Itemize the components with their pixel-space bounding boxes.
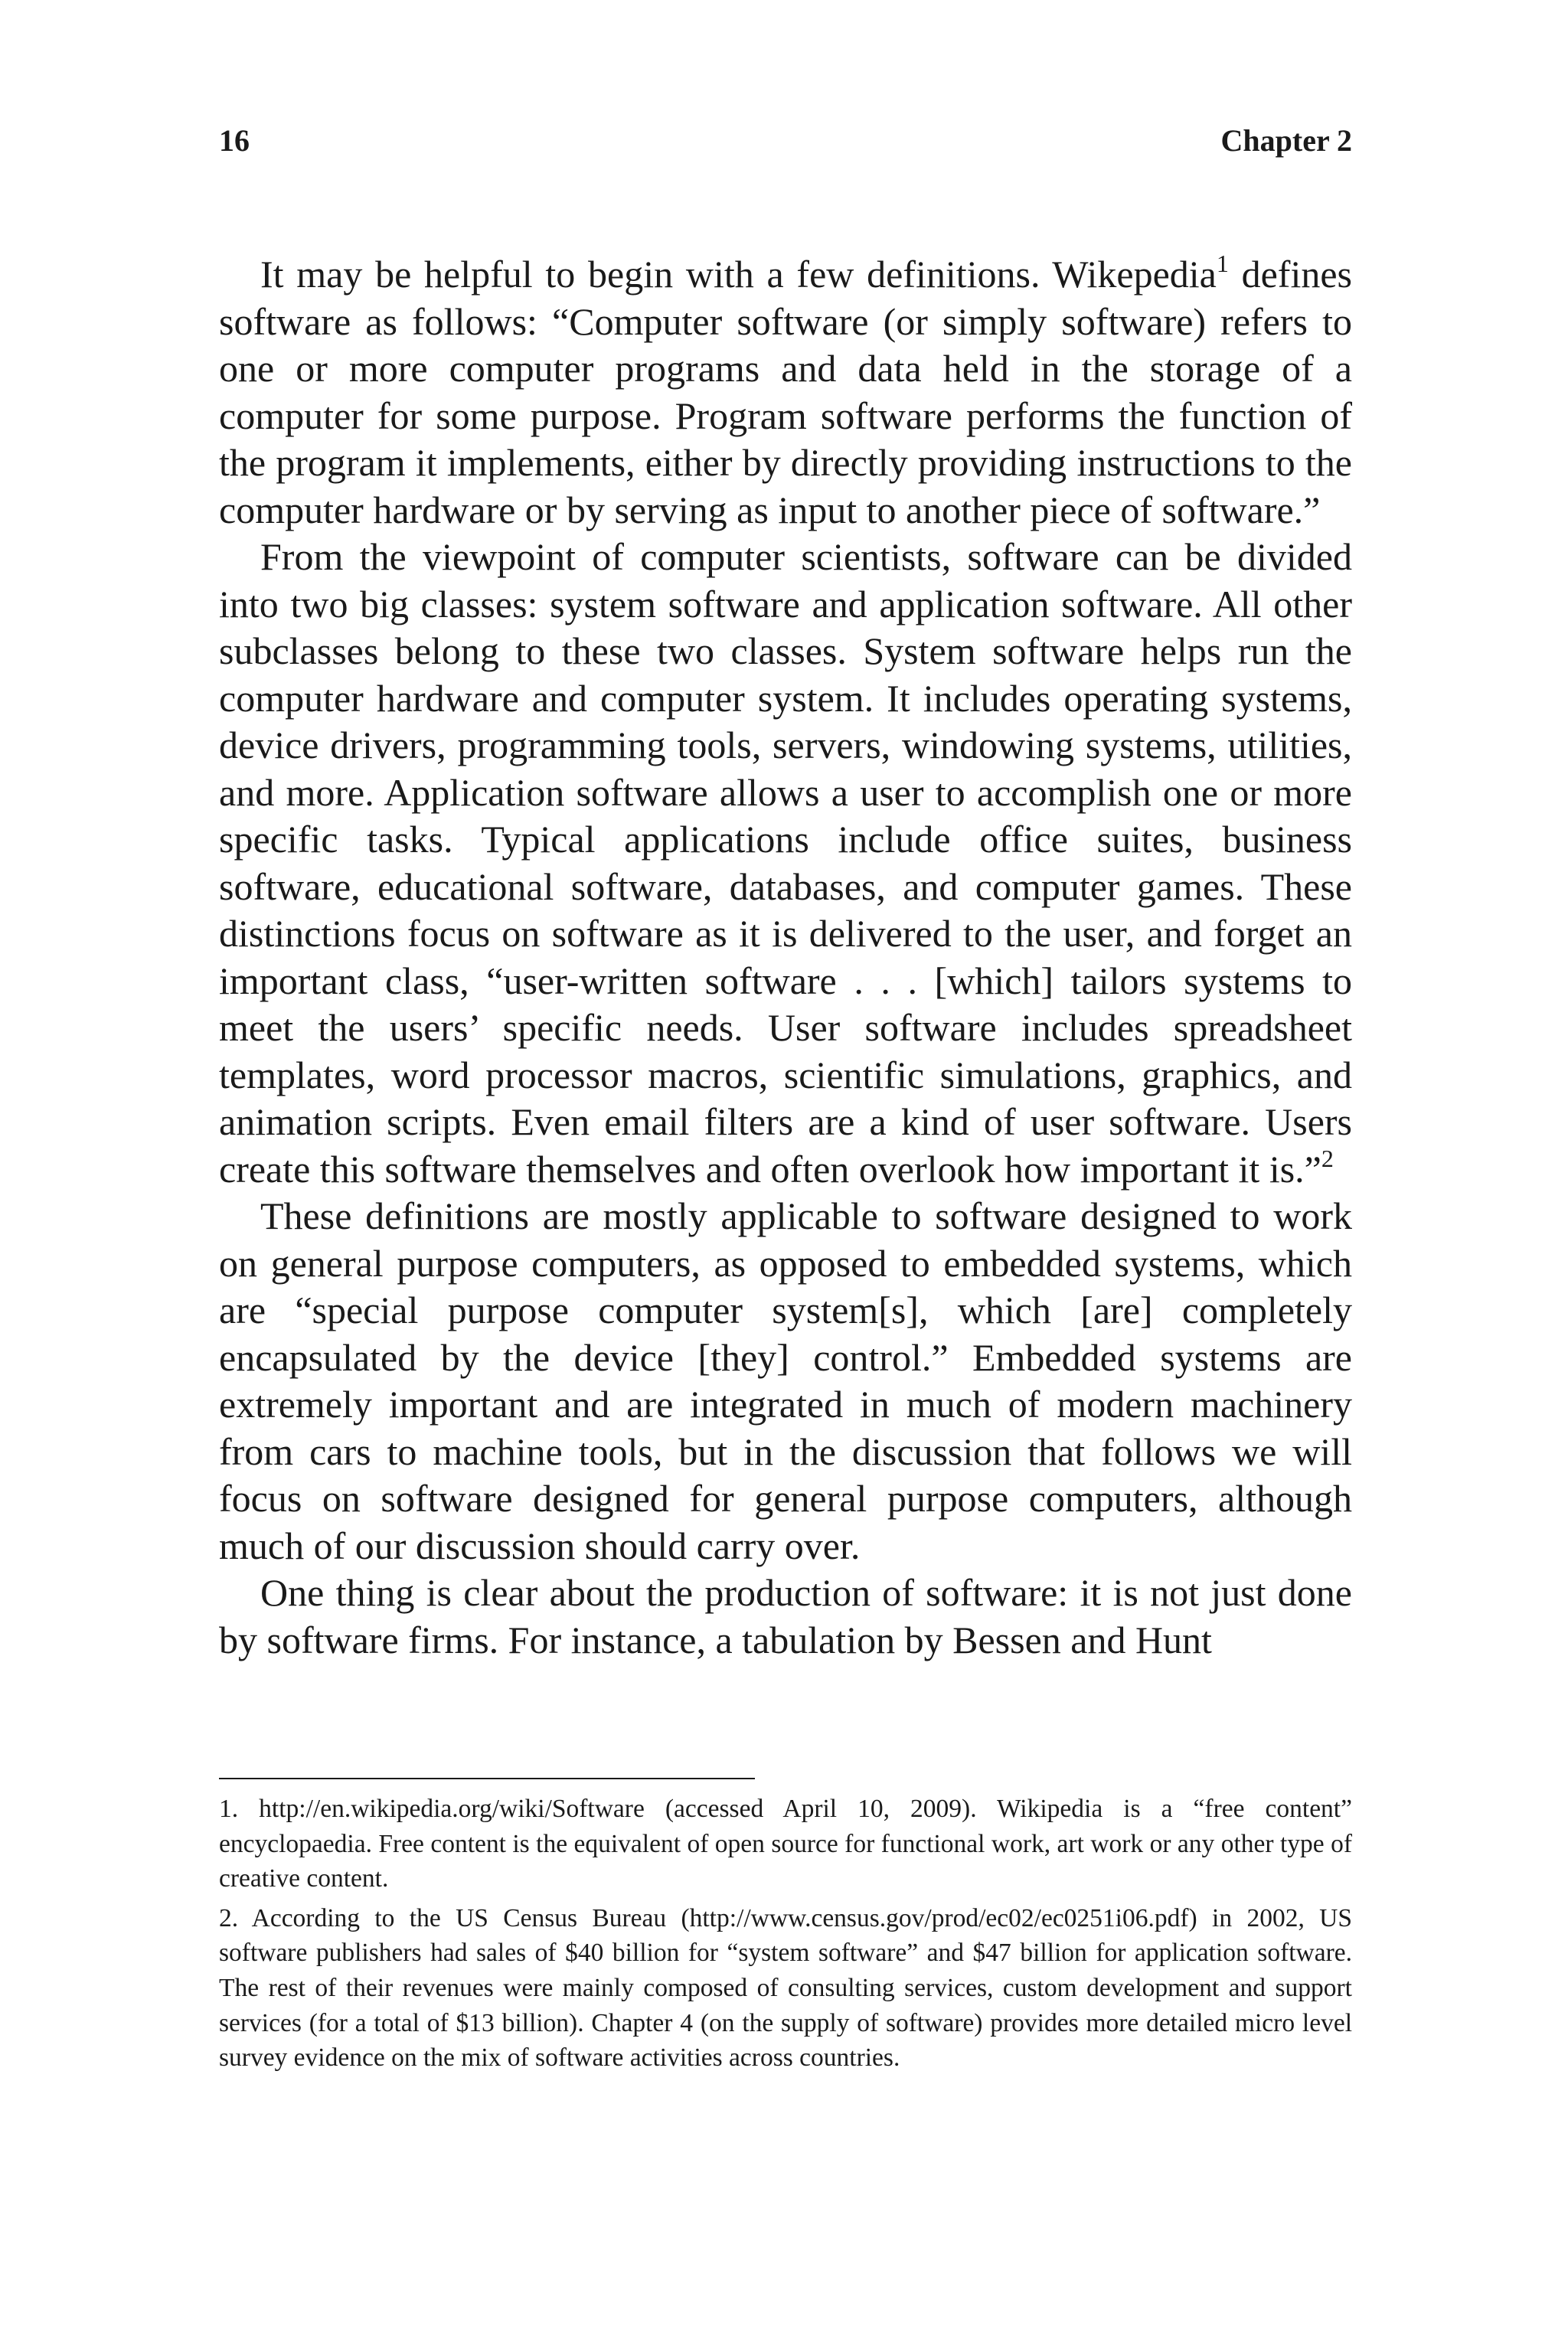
running-header bbox=[219, 122, 1352, 168]
footnote-divider bbox=[219, 1778, 755, 1779]
footnotes bbox=[219, 1792, 1352, 2080]
paragraph-2 bbox=[219, 534, 1352, 1193]
paragraph-4 bbox=[219, 1570, 1352, 1664]
paragraph-text: These definitions are mostly applicable to software designed to work on general purpose computers, as opposed to embedded systems, which are “special purpose computer system[s], which [are] completely encapsulated by the device [they] control.” Embedded systems are extremely important and are integrated in much of modern machinery from cars to machine tools, but in the discussion that follows we will focus on software designed for general purpose computers, although much of our discussion should carry over. bbox=[219, 1194, 1352, 1567]
paragraph-text: It may be helpful to begin with a few definitions. Wikepedia bbox=[260, 253, 1217, 296]
paragraph-1 bbox=[219, 251, 1352, 534]
footnote-1: 1. http://en.wikipedia.org/wiki/Software (accessed April 10, 2009). Wikipedia is a “free content” encyclopaedia. Free content is the equivalent of open source for functional work, art work or any other type of creative content. bbox=[219, 1795, 1352, 1893]
footnote-ref-2: 2 bbox=[1321, 1144, 1334, 1172]
paragraph-text: From the viewpoint of computer scientists, software can be divided into two big classes: system software and application software. All other subclasses belong to these two classes. System software helps run the computer hardware and computer system. It includes operating systems, device drivers, programming tools, servers, windowing systems, utilities, and more. Application software allows a user to accomplish one or more specific tasks. Typical applications include office suites, business software, educational software, databases, and computer games. These distinctions focus on software as it is delivered to the user, and forget an important class, “user-written software . . . [which] tailors systems to meet the users’ specific needs. User software includes spreadsheet templates, word processor macros, scientific simulations, graphics, and animation scripts. Even email filters are a kind of user software. Users create this software themselves and often overlook how important it is.” bbox=[219, 535, 1352, 1191]
footnote-2: 2. According to the US Census Bureau (http://www.census.gov/prod/ec02/ec0251i06.pdf) in 2002, US software publishers had sales of $40 billion for “system software” and $47 billion for application software. The rest of their revenues were mainly composed of consulting services, custom development and support services (for a total of $13 billion). Chapter 4 (on the supply of software) provides more detailed micro level survey evidence on the mix of software activities across countries. bbox=[219, 1903, 1352, 2073]
body-text bbox=[219, 251, 1352, 1664]
paragraph-3 bbox=[219, 1193, 1352, 1570]
paragraph-text: One thing is clear about the production of software: it is not just done by software firms. For instance, a tabulation by Bessen and Hunt bbox=[219, 1571, 1352, 1661]
chapter-title: Chapter 2 bbox=[1220, 123, 1352, 158]
page-number: 16 bbox=[219, 123, 250, 158]
paragraph-text: defines software as follows: “Computer software (or simply software) refers to one or more computer programs and data held in the storage of a computer for some purpose. Program software performs the function of the program it implements, either by directly providing instructions to the computer hardware or by serving as input to another piece of software.” bbox=[219, 253, 1352, 531]
footnote-ref-1: 1 bbox=[1216, 250, 1229, 277]
